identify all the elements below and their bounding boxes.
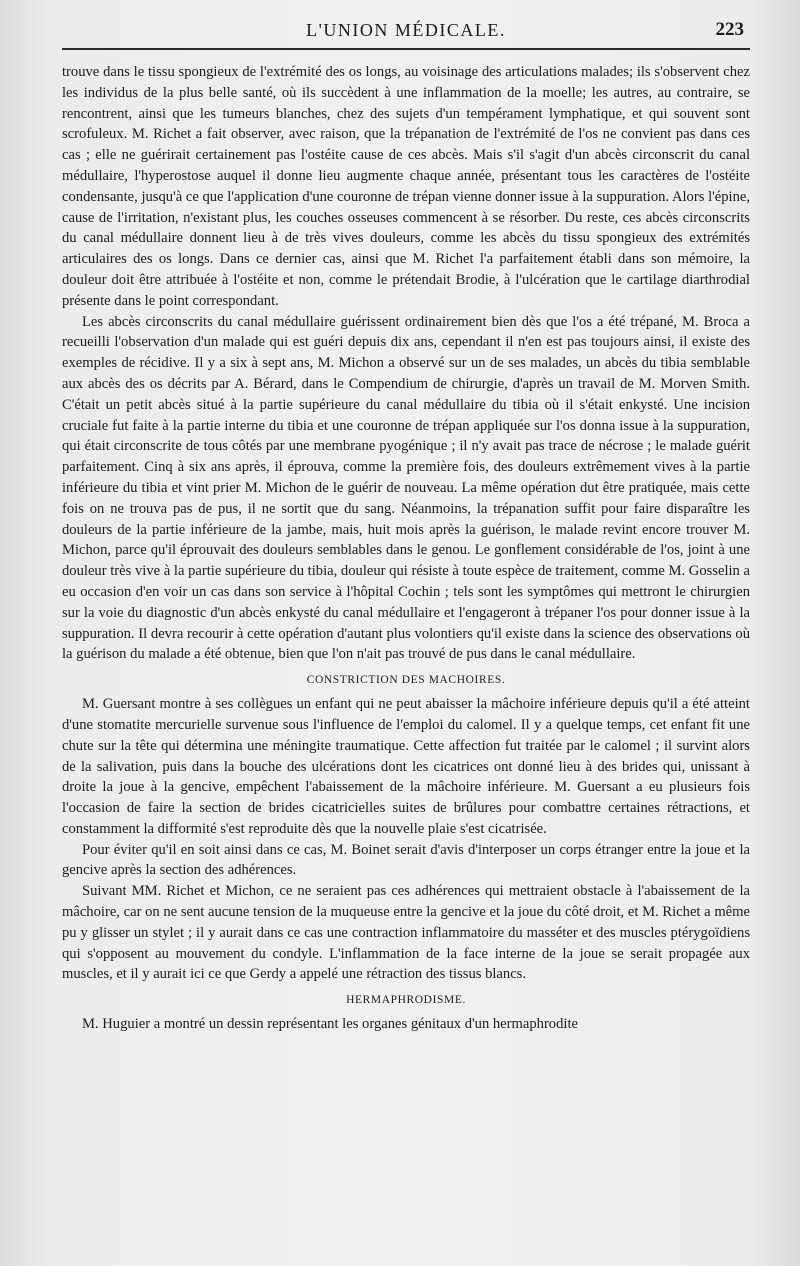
article-body	[62, 62, 750, 1035]
running-head: L'UNION MÉDICALE.	[306, 20, 506, 40]
paragraph-abces: Les abcès circonscrits du canal médullaire guérissent ordinairement bien dès que l'os a été trépané, M. Broca a recueilli l'observation d'un malade qui est guéri depuis dix ans, cependant il n'en est pas toujours ainsi, il existe des exemples de récidive. Il y a six à sept ans, M. Michon a observé sur un de ses malades, un abcès du tibia semblable aux abcès des os décrits par A. Bérard, dans le Compendium de chirurgie, d'après un travail de M. Morven Smith. C'était un petit abcès situé à la partie supérieure du canal médullaire du tibia où il s'était enkysté. Une incision cruciale fut faite à la partie interne du tibia et une couronne de trépan appliquée sur l'os donna issue à la suppuration, qui était circonscrite de tous côtés par une membrane pyogénique ; il n'y avait pas trace de nécrose ; le malade guérit parfaitement. Cinq à six ans après, il éprouva, comme la première fois, des douleurs extrêmement vives à la partie inférieure du tibia et vint prier M. Michon de le guérir de nouveau. La même opération dut être pratiquée, mais cette fois on ne trouva pas de pus, il ne sortit que du sang. Néanmoins, la trépanation suffit pour faire disparaître les douleurs de la partie inférieure de la jambe, mais, huit mois après la guérison, le malade revint encore trouver M. Michon, parce qu'il éprouvait des douleurs semblables dans le genou. Le gonflement considérable de l'os, joint à une douleur très vive à la partie supérieure du tibia, douleur qui résiste à toute espèce de traitement, comme M. Gosselin a eu occasion d'en voir un cas dans son service à l'hôpital Cochin ; tels sont les symptômes qui mettront le chirurgien sur la voie du diagnostic d'un abcès enkysté du canal médullaire et l'engageront à trépaner l'os pour donner issue à la suppuration. Il devra recourir à cette opération d'autant plus volontiers qu'il existe dans la science des observations où la guérison du malade a été obtenue, bien que l'on n'ait pas trouvé de pus dans le canal médullaire.	[62, 313, 750, 663]
header-rule	[62, 48, 750, 50]
paragraph-boinet: Pour éviter qu'il en soit ainsi dans ce cas, M. Boinet serait d'avis d'interposer un corps étranger entre la joue et la gencive après la section des adhérences.	[62, 841, 750, 879]
paragraph-richet-michon: Suivant MM. Richet et Michon, ce ne seraient pas ces adhérences qui mettraient obstacle à l'abaissement de la mâchoire, car on ne sent aucune tension de la muqueuse entre la gencive et la joue du côté droit, et M. Richet a même pu y glisser un stylet ; il y aurait dans ce cas une contraction inflammatoire du masséter et des muscles ptérygoïdiens qui s'opposent au mouvement du condyle. L'inflammation de la face interne de la joue se serait propagée aux muscles, et il y aurait ici ce que Gerdy a appelé une rétraction des tissus blancs.	[62, 883, 750, 983]
section-heading-hermaphrodisme: HERMAPHRODISME.	[346, 994, 466, 1007]
page-number: 223	[715, 19, 744, 40]
section-heading-constriction: CONSTRICTION DES MACHOIRES.	[306, 674, 506, 687]
paragraph-continuation: trouve dans le tissu spongieux de l'extrémité des os longs, au voisinage des articulations malades; ils s'observent chez les individus de la plus belle santé, où ils succèdent à une inflammation de la moelle; les autres, au contraire, se rencontrent, ainsi que les tumeurs blanches, chez des sujets d'un tempérament lymphatique, et qui souvent sont scrofuleux. M. Richet a fait observer, avec raison, que la trépanation de l'extrémité de l'os ne convient pas dans ces cas ; elle ne guérirait certainement pas l'ostéite cause de ces abcès. Mais s'il s'agit d'un abcès circonscrit du canal médullaire, l'hyperostose auquel il donne lieu augmente chaque année, présentant tous les caractères de l'ostéite condensante, jusqu'à ce que l'application d'une couronne de trépan vienne donner issue à la suppuration. Alors l'épine, cause de l'irritation, n'existant plus, les couches osseuses commencent à se résorber. Du reste, ces abcès circonscrits du canal médullaire donnent lieu à de très vives douleurs, comme les abcès du tissu spongieux des extrémités articulaires des os longs. Dans ce dernier cas, ainsi que M. Richet l'a parfaitement établi dans son mémoire, la douleur doit être attribuée à l'ostéite et non, comme le prétendait Brodie, à l'ulcération que le cartilage diarthrodial présente dans le point correspondant.	[62, 64, 750, 309]
paragraph-huguier: M. Huguier a montré un dessin représentant les organes génitaux d'un hermaphrodite	[82, 1016, 578, 1033]
paragraph-guersant: M. Guersant montre à ses collègues un enfant qui ne peut abaisser la mâchoire inférieure depuis qu'il a été atteint d'une stomatite mercurielle survenue sous l'influence de l'emploi du calomel. Il y a quelque temps, cet enfant fit une chute sur la tête qui détermina une méningite traumatique. Cette affection fut traitée par le calomel ; il survint alors de la salivation, puis dans la bouche des ulcérations dont les cicatrices ont donné lieu à des brides qui, unissant à droite la joue à la gencive, empêchent l'abaissement de la mâchoire inférieure. M. Guersant a eu plusieurs fois l'occasion de faire la section de brides cicatricielles suites de brûlures pour combattre certaines rétractions, et constamment la difformité s'est reproduite dès que la nouvelle plaie s'est cicatrisée.	[62, 696, 750, 837]
